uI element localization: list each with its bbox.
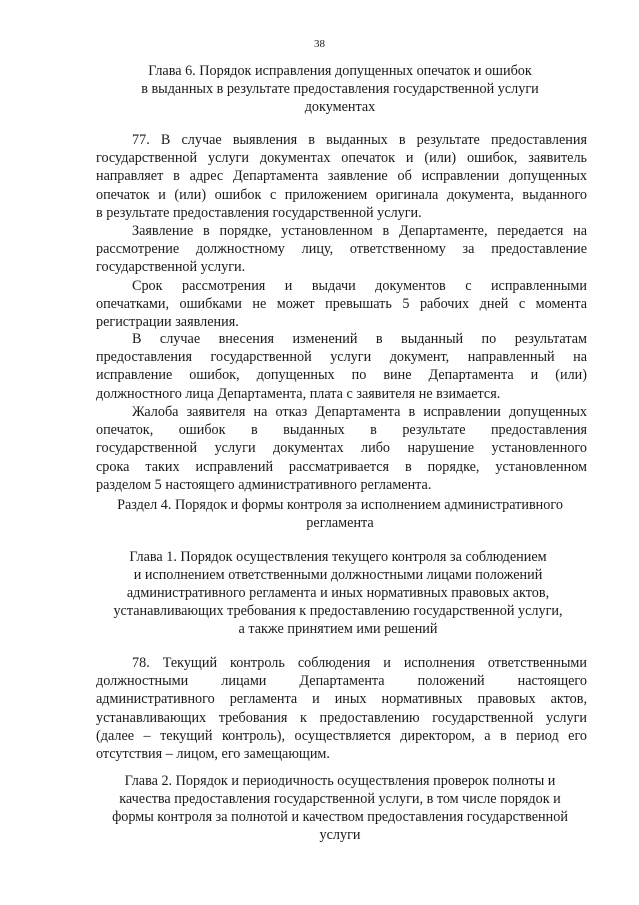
heading-line: а также принятием ими решений [238, 621, 438, 637]
text-line: должностными лицами Департамента положений настоящего [96, 673, 587, 690]
text-line: должностного лица Департамента, плата с заявителя не взимается. [96, 385, 501, 402]
heading-line: услуги [319, 827, 361, 843]
paragraph-77 [96, 131, 587, 222]
paragraph-77-application [96, 222, 587, 277]
paragraph-77-complaint [96, 403, 587, 494]
heading-line: Глава 6. Порядок исправления допущенных опечаток и ошибок [148, 63, 532, 79]
heading-line: качества предоставления государственной услуги, в том числе порядок и [119, 791, 561, 807]
heading-line: устанавливающих требования к предоставлению государственной услуги, [113, 603, 563, 619]
heading-line: документах [304, 99, 376, 115]
text-line: опечаток, ошибок в выданных в результате предоставления [96, 422, 587, 439]
text-line: государственной услуги документах опечаток и (или) ошибок, заявитель [96, 150, 587, 167]
heading-line: регламента [306, 515, 374, 531]
section4-heading [86, 496, 594, 532]
text-line: В случае внесения изменений в выданный по результатам [132, 331, 587, 347]
text-line: направляет в адрес Департамента заявление об исправлении допущенных [96, 168, 587, 185]
text-line: исправление ошибок, допущенных по вине Департамента и (или) [96, 367, 587, 384]
text-line: регистрации заявления. [96, 314, 239, 331]
heading-line: Глава 1. Порядок осуществления текущего контроля за соблюдением [129, 549, 547, 565]
paragraph-77-changes [96, 330, 587, 403]
chapter6-heading [90, 62, 590, 116]
text-line: 77. В случае выявления в выданных в результате предоставления [132, 132, 587, 148]
paragraph-78 [96, 654, 587, 763]
text-line: опечатками, ошибками не может превышать 5 рабочих дней с момента [96, 296, 587, 313]
heading-line: формы контроля за полнотой и качеством предоставления государственной [112, 809, 568, 825]
text-line: устанавливающих требования к предоставлению государственной услуги [96, 709, 587, 726]
text-line: опечаток и (или) ошибок с приложением оригинала документа, выданного [96, 186, 587, 203]
text-line: (далее – текущий контроль), осуществляется директором, а в период его [96, 727, 587, 744]
chapter1-heading [80, 548, 596, 638]
text-line: государственной услуги документах либо нарушение установленного [96, 440, 587, 457]
text-line: предоставления государственной услуги документ, направленный на [96, 349, 587, 366]
chapter2-heading [82, 772, 598, 844]
text-line: Срок рассмотрения и выдачи документов с исправленными [132, 278, 587, 294]
paragraph-77-term [96, 277, 587, 332]
heading-line: административного регламента и иных нормативных правовых актов, [126, 585, 550, 601]
page-number: 38 [314, 38, 325, 50]
text-line: в результате предоставления государственной услуги. [96, 204, 422, 221]
heading-line: в выданных в результате предоставления государственной услуги [141, 81, 539, 97]
text-line: Жалоба заявителя на отказ Департамента в исправлении допущенных [132, 404, 587, 420]
heading-line: Глава 2. Порядок и периодичность осуществления проверок полноты и [124, 773, 556, 789]
heading-line: и исполнением ответственными должностными лицами положений [133, 567, 543, 583]
text-line: Заявление в порядке, установленном в Департаменте, передается на [132, 223, 587, 239]
text-line: государственной услуги. [96, 259, 246, 276]
text-line: отсутствия – лицом, его замещающим. [96, 746, 330, 763]
text-line: разделом 5 настоящего административного регламента. [96, 476, 432, 493]
text-line: срока таких исправлений рассматривается в порядке, установленном [96, 458, 587, 475]
heading-line: Раздел 4. Порядок и формы контроля за исполнением административного [117, 497, 563, 513]
text-line: административного регламента и иных нормативных правовых актов, [96, 691, 587, 708]
text-line: 78. Текущий контроль соблюдения и исполнения ответственными [132, 655, 587, 671]
text-line: рассмотрение должностному лицу, ответственному за предоставление [96, 241, 587, 258]
